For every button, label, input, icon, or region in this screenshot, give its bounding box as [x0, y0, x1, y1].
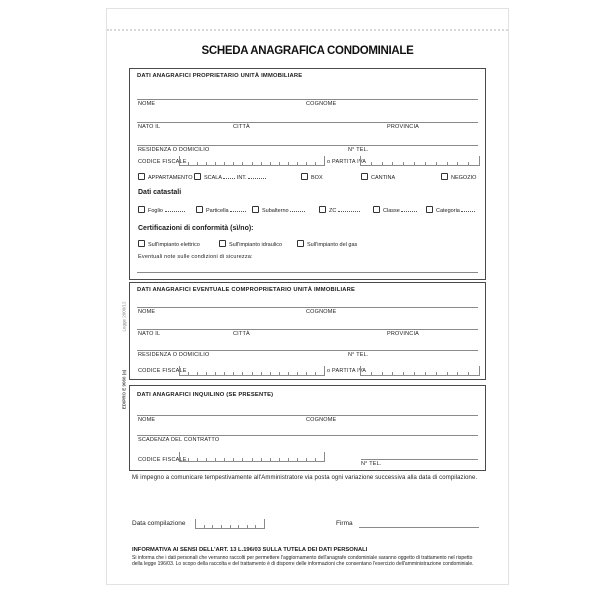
- codice-fiscale-label: CODICE FISCALE: [138, 457, 187, 463]
- codice-fiscale-comb[interactable]: [179, 366, 325, 376]
- checkbox-box[interactable]: [301, 173, 323, 181]
- nome-label: NOME: [138, 309, 156, 315]
- checkbox-particella[interactable]: [196, 206, 246, 214]
- impianto-idraulico-label: Sull'impianto idraulico: [229, 242, 283, 248]
- scadenza-contratto-label: SCADENZA DEL CONTRATTO: [138, 437, 220, 443]
- write-line-residenza[interactable]: [137, 145, 478, 146]
- checkbox-foglio[interactable]: [138, 206, 185, 214]
- checkbox-scala[interactable]: [194, 173, 266, 181]
- side-note-law: Legge 2000/12: [121, 301, 127, 332]
- scala-label: SCALA: [204, 175, 222, 181]
- box-label: BOX: [311, 175, 323, 181]
- dati-catastali-header: Dati catastali: [138, 189, 182, 196]
- impianto-elettrico-label: Sull'impianto elettrico: [148, 242, 200, 248]
- write-line-scadenza[interactable]: [137, 435, 478, 436]
- tel-label: N° TEL.: [361, 461, 382, 467]
- tel-label: N° TEL.: [348, 352, 369, 358]
- data-compilazione-label: Data compilazione: [132, 520, 186, 527]
- checkbox-icon[interactable]: [252, 206, 259, 213]
- cognome-label: COGNOME: [306, 101, 337, 107]
- cognome-label: COGNOME: [306, 309, 337, 315]
- checkbox-icon[interactable]: [138, 173, 145, 180]
- foglio-label: Foglio: [148, 208, 163, 214]
- checkbox-icon[interactable]: [196, 206, 203, 213]
- nome-label: NOME: [138, 417, 156, 423]
- privacy-body: Si informa che i dati personali che verranno raccolti per permettere l'aggiornamento dell'anagrafe condominiale saranno oggetto di trattamento nel rispetto della legge 196/03. Lo scopo della raccolta e del trattamento è di disporre delle informazioni che consentano l'esercizio dell'amministrazione condominiale.: [132, 555, 474, 567]
- codice-fiscale-label: CODICE FISCALE: [138, 368, 187, 374]
- page-title: SCHEDA ANAGRAFICA CONDOMINIALE: [201, 45, 414, 57]
- form-sheet: [106, 8, 509, 585]
- cognome-label: COGNOME: [306, 417, 337, 423]
- checkbox-appartamento[interactable]: [138, 173, 193, 181]
- dotted-fill[interactable]: [290, 207, 305, 212]
- subalterno-label: Subalterno: [262, 208, 289, 214]
- residenza-label: RESIDENZA O DOMICILIO: [138, 147, 210, 153]
- firma-label: Firma: [336, 520, 353, 527]
- write-line-nascita[interactable]: [137, 122, 478, 123]
- citta-label: CITTÀ: [233, 331, 250, 337]
- dotted-fill[interactable]: [165, 207, 185, 212]
- provincia-label: PROVINCIA: [387, 331, 420, 337]
- checkbox-icon[interactable]: [441, 173, 448, 180]
- checkbox-subalterno[interactable]: [252, 206, 305, 214]
- checkbox-icon[interactable]: [138, 206, 145, 213]
- checkbox-impianto-elettrico[interactable]: [138, 240, 200, 248]
- section-comproprietario-header: DATI ANAGRAFICI EVENTUALE COMPROPRIETARIO UNITÀ IMMOBILIARE: [137, 287, 356, 293]
- classe-label: Classe: [383, 208, 400, 214]
- nome-label: NOME: [138, 101, 156, 107]
- particella-label: Particella: [206, 208, 229, 214]
- checkbox-impianto-idraulico[interactable]: [219, 240, 282, 248]
- checkbox-icon[interactable]: [319, 206, 326, 213]
- section-proprietario: [129, 68, 486, 280]
- dotted-fill[interactable]: [248, 174, 266, 179]
- dotted-fill[interactable]: [230, 207, 246, 212]
- partita-iva-comb[interactable]: [360, 366, 480, 376]
- write-line-note[interactable]: [137, 272, 478, 273]
- int-label: INT.: [236, 175, 247, 181]
- dotted-fill[interactable]: [401, 207, 417, 212]
- partita-iva-comb[interactable]: [360, 156, 480, 166]
- checkbox-icon[interactable]: [138, 240, 145, 247]
- checkbox-icon[interactable]: [373, 206, 380, 213]
- data-compilazione-comb[interactable]: [195, 519, 265, 529]
- nato-il-label: NATO IL: [138, 124, 161, 130]
- checkbox-icon[interactable]: [301, 173, 308, 180]
- write-line-tel[interactable]: [361, 459, 478, 460]
- certificazioni-header: Certificazioni di conformità (sì/no):: [138, 225, 254, 232]
- privacy-title: INFORMATIVA AI SENSI DELL'ART. 13 L.196/03 SULLA TUTELA DEI DATI PERSONALI: [132, 547, 368, 553]
- section-comproprietario: [129, 282, 486, 380]
- write-line-nome[interactable]: [137, 415, 478, 416]
- codice-fiscale-comb[interactable]: [179, 452, 325, 462]
- residenza-label: RESIDENZA O DOMICILIO: [138, 352, 210, 358]
- nato-il-label: NATO IL: [138, 331, 161, 337]
- section-inquilino-header: DATI ANAGRAFICI INQUILINO (SE PRESENTE): [137, 392, 274, 398]
- tel-label: N° TEL.: [348, 147, 369, 153]
- impianto-gas-label: Sull'impianto del gas: [307, 242, 358, 248]
- firma-write-line[interactable]: [359, 527, 479, 528]
- appartamento-label: APPARTAMENTO: [148, 175, 193, 181]
- provincia-label: PROVINCIA: [387, 124, 420, 130]
- note-sicurezza-label: Eventuali note sulle condizioni di sicurezza:: [138, 254, 253, 260]
- zc-label: ZC: [329, 208, 337, 214]
- codice-fiscale-label: CODICE FISCALE: [138, 159, 187, 165]
- checkbox-classe[interactable]: [373, 206, 417, 214]
- checkbox-cantina[interactable]: [361, 173, 395, 181]
- cantina-label: CANTINA: [371, 175, 396, 181]
- checkbox-impianto-gas[interactable]: [297, 240, 357, 248]
- checkbox-negozio[interactable]: [441, 173, 476, 181]
- dotted-fill[interactable]: [461, 207, 475, 212]
- negozio-label: NEGOZIO: [451, 175, 477, 181]
- write-line-nascita[interactable]: [137, 329, 478, 330]
- write-line-residenza[interactable]: [137, 350, 478, 351]
- checkbox-categoria[interactable]: [426, 206, 475, 214]
- write-line-nome[interactable]: [137, 99, 478, 100]
- section-inquilino: [129, 385, 486, 471]
- partita-iva-label: o PARTITA IVA: [327, 368, 367, 374]
- checkbox-icon[interactable]: [361, 173, 368, 180]
- checkbox-icon[interactable]: [426, 206, 433, 213]
- checkbox-zc[interactable]: [319, 206, 360, 214]
- codice-fiscale-comb[interactable]: [179, 156, 325, 166]
- checkbox-icon[interactable]: [194, 173, 201, 180]
- checkbox-icon[interactable]: [219, 240, 226, 247]
- citta-label: CITTÀ: [233, 124, 250, 130]
- dotted-fill[interactable]: [223, 174, 235, 179]
- write-line-nome[interactable]: [137, 307, 478, 308]
- dotted-fill[interactable]: [338, 207, 360, 212]
- section-proprietario-header: DATI ANAGRAFICI PROPRIETARIO UNITÀ IMMOBILIARE: [137, 73, 303, 79]
- side-note-publisher: EDIPRO E 9066 (a): [121, 369, 127, 410]
- checkbox-icon[interactable]: [297, 240, 304, 247]
- perforation-line: [107, 29, 508, 31]
- commitment-text: Mi impegno a comunicare tempestivamente all'Amministratore via posta ogni variazione successiva alla data di compilazione.: [132, 475, 478, 481]
- categoria-label: Categoria: [436, 208, 460, 214]
- partita-iva-label: o PARTITA IVA: [327, 159, 367, 165]
